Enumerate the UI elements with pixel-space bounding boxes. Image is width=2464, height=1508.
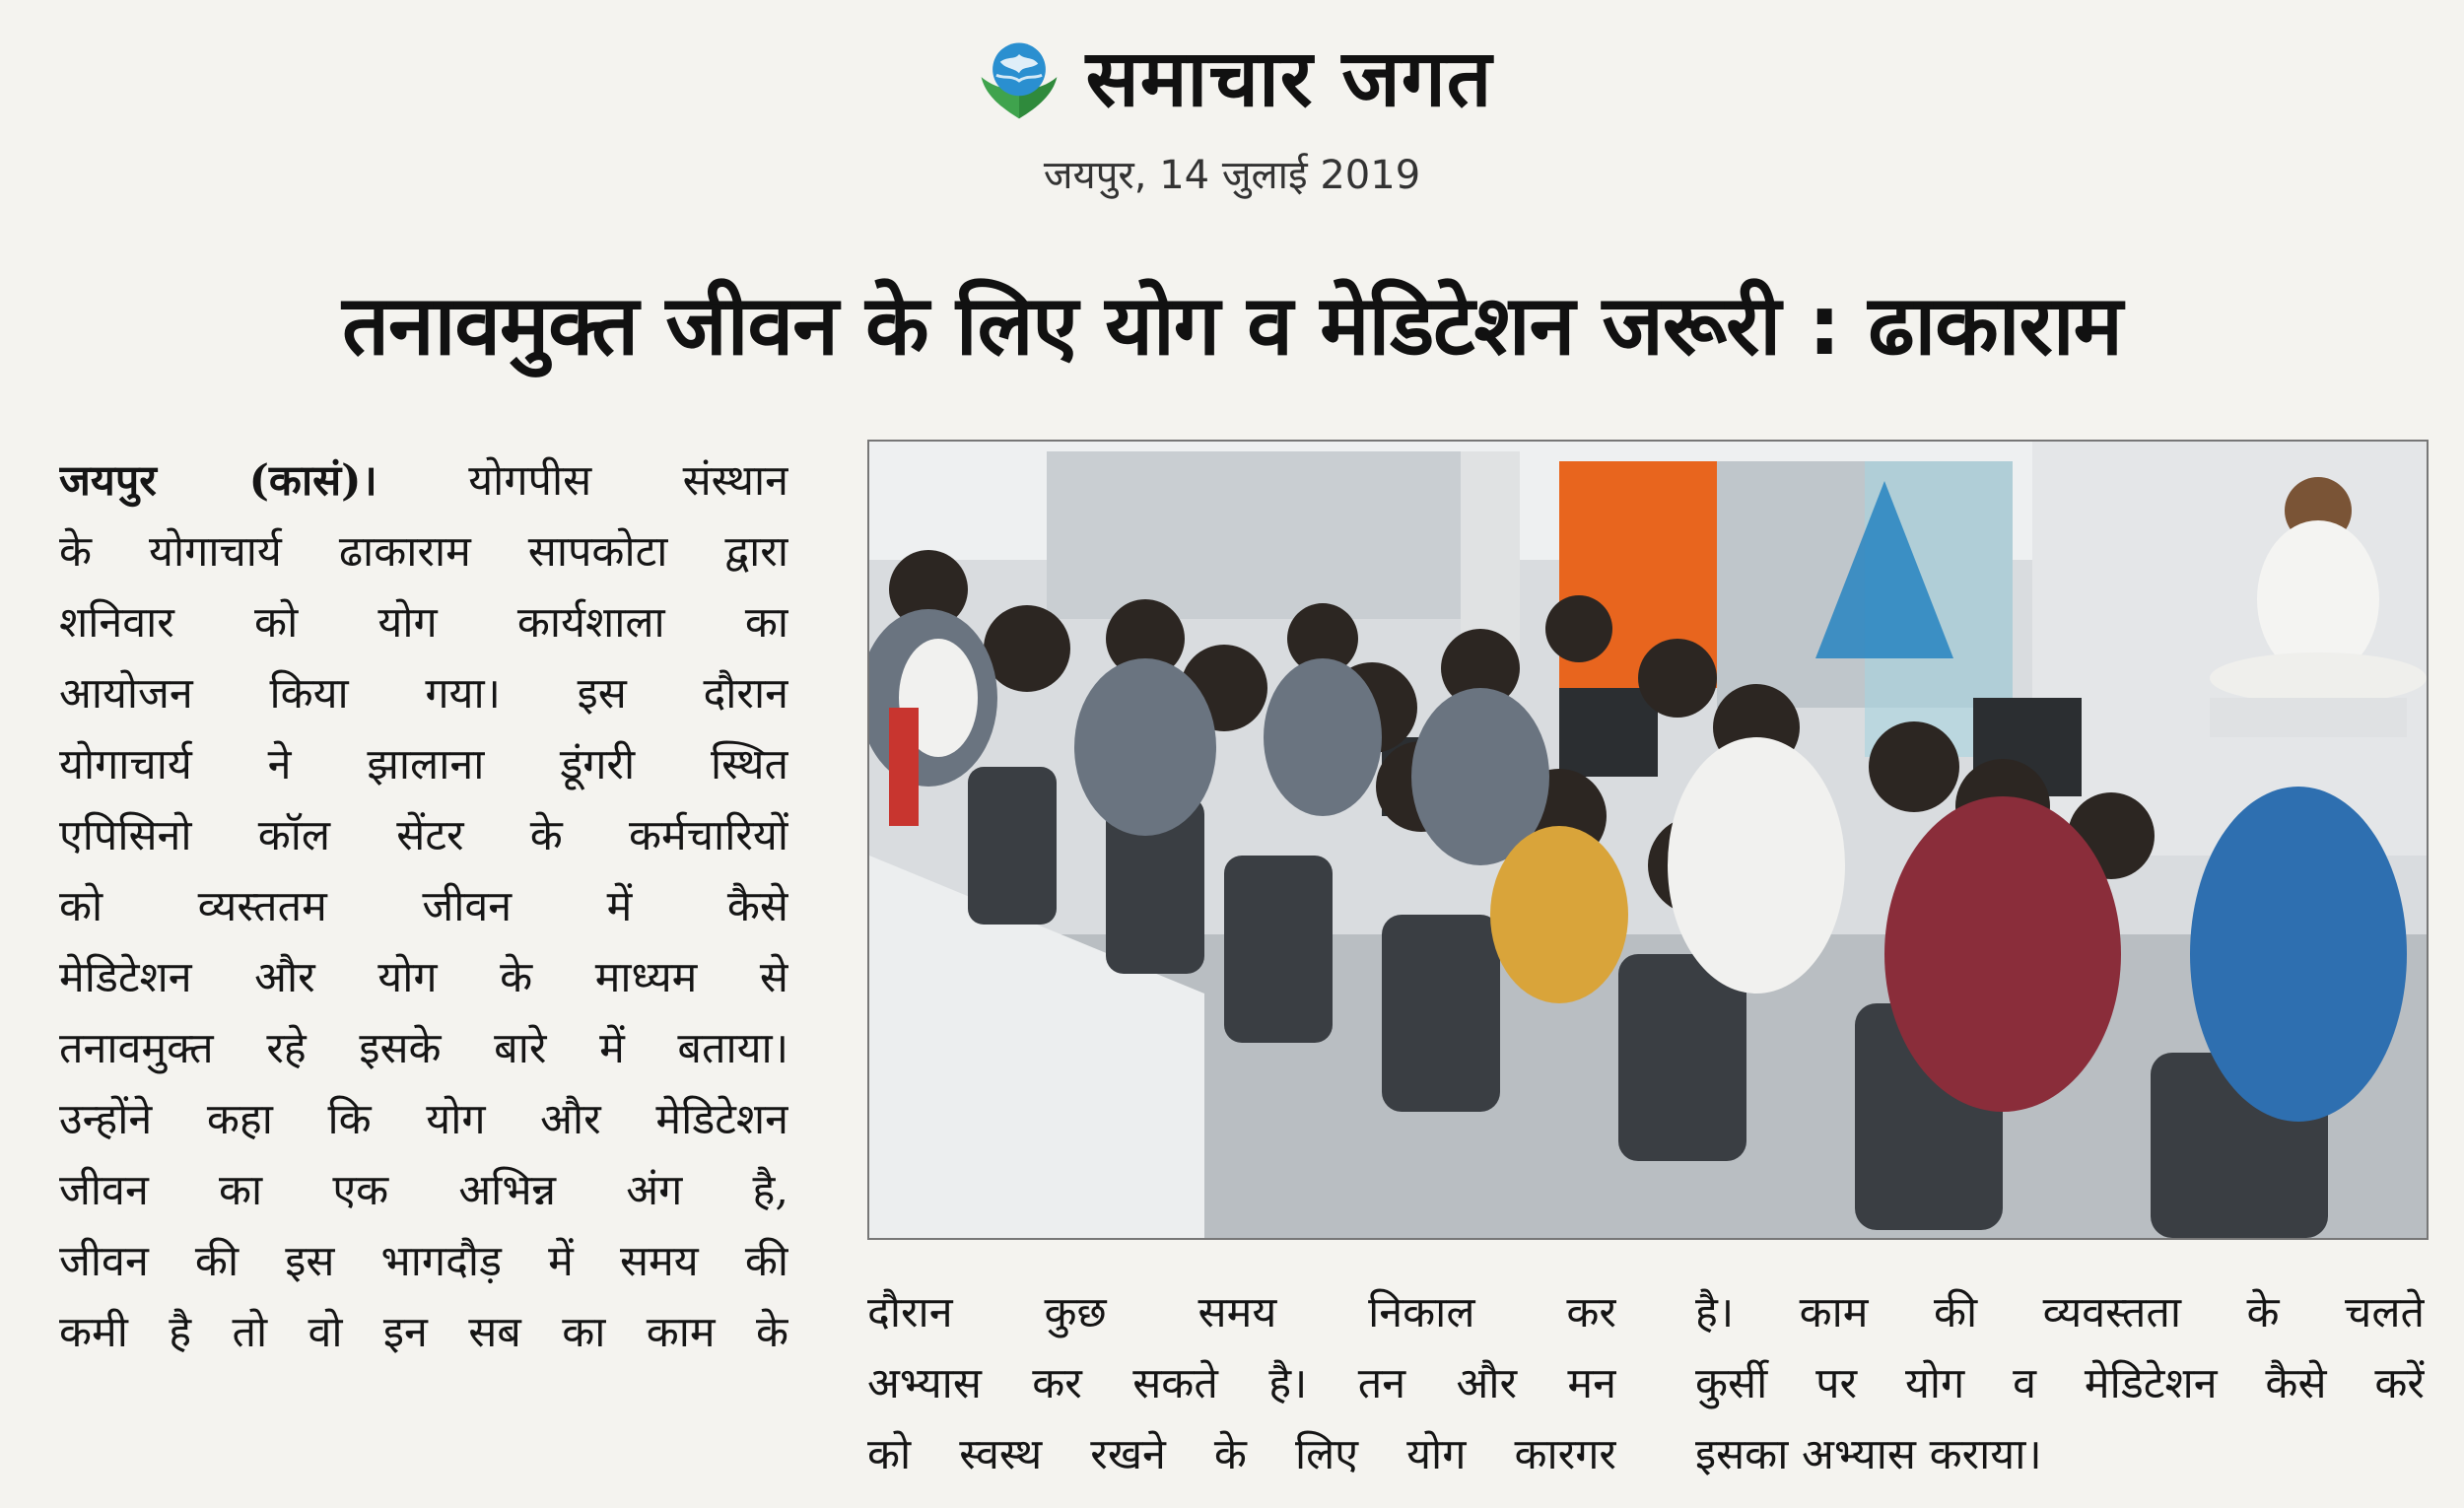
article-line: योगाचार्य ने झालाना डूंगरी स्थित (59, 740, 788, 789)
article-line: जीवन की इस भागदौड़ में समय की (59, 1237, 788, 1286)
article-column-3 (1695, 1277, 2425, 1490)
yoga-session-photo (869, 442, 2427, 1238)
article-line: एपिसिनो कॉल सेंटर के कर्मचारियों (59, 811, 788, 860)
article-line: है। काम की व्यवस्तता के चलते (1695, 1288, 2425, 1337)
article-headline: तनावमुक्त जीवन के लिए योग व मेडिटेशन जरूरी : ढाकाराम (342, 277, 2122, 374)
article-line: उन्होंने कहा कि योग और मेडिटेशन (59, 1095, 788, 1144)
article-line: दौरान कुछ समय निकाल कर (867, 1288, 1616, 1337)
article-line: आयोजन किया गया। इस दौरान (59, 669, 788, 719)
article-photo (867, 440, 2429, 1240)
masthead (0, 30, 2464, 128)
article-line: कुर्सी पर योग व मेडिटेशन कैसे करें (1695, 1359, 2425, 1408)
article-line: तनावमुक्त रहे इसके बारे में बताया। (59, 1024, 788, 1073)
article-line: को व्यस्ततम जीवन में कैसे (59, 882, 788, 931)
globe-leaf-logo-icon (972, 32, 1066, 126)
article-dateline: जयपुर (कासं)। (59, 456, 377, 506)
article-line: मेडिटेशन और योग के माध्यम से (59, 953, 788, 1002)
article-column-1 (59, 446, 788, 1368)
article-line: कमी है तो वो इन सब का काम के (59, 1308, 788, 1357)
article-column-2 (867, 1277, 1616, 1490)
article-line: के योगाचार्य ढाकाराम सापकोटा द्वारा (59, 527, 788, 577)
article-line: जयपुर (कासं)। योगपीस संस्थान (59, 456, 788, 506)
dateline: जयपुर, 14 जुलाई 2019 (1043, 153, 1421, 198)
article-line: को स्वस्थ रखने के लिए योग कारगर (867, 1430, 1616, 1479)
newspaper-name: समाचार जगत (1085, 33, 1493, 124)
article-line: जीवन का एक अभिन्न अंग है, (59, 1166, 788, 1215)
article-line: अभ्यास कर सकते है। तन और मन (867, 1359, 1616, 1408)
article-line: शनिवार को योग कार्यशाला का (59, 598, 788, 648)
article-line: इसका अभ्यास कराया। (1695, 1430, 2042, 1479)
